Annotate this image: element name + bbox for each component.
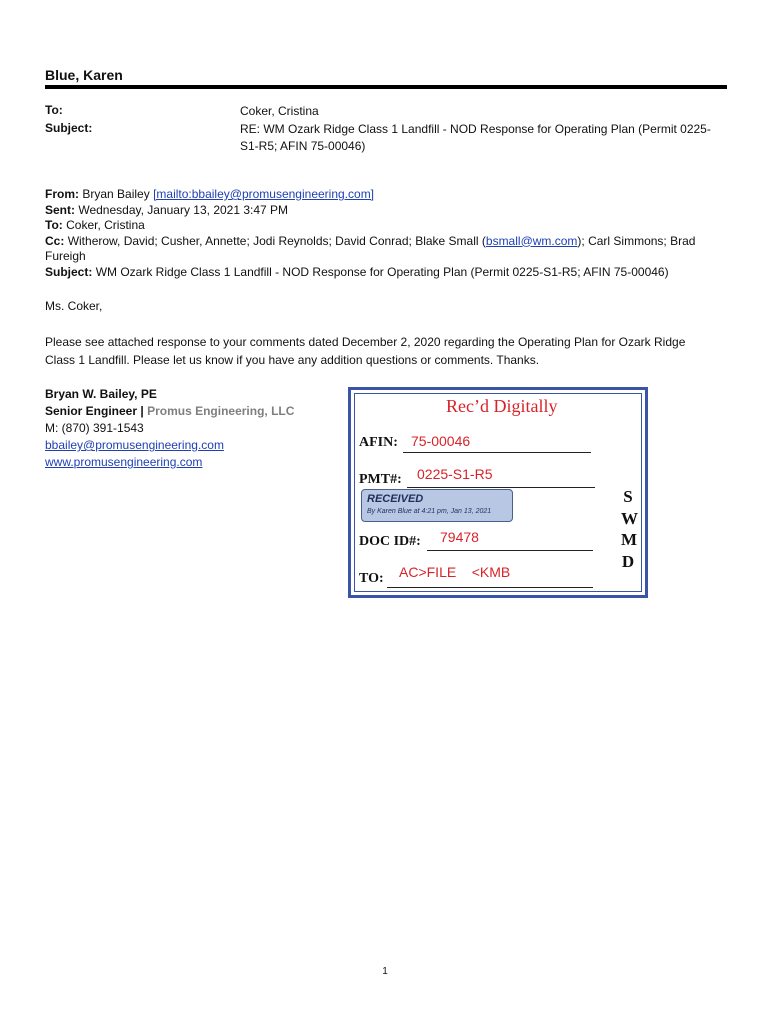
to-label: To: bbox=[45, 103, 63, 117]
stamp-pmt-line bbox=[407, 487, 595, 488]
received-badge-subtitle: By Karen Blue at 4:21 pm, Jan 13, 2021 bbox=[367, 508, 492, 515]
swmd-letter: D bbox=[621, 551, 635, 571]
cc-label: Cc: bbox=[45, 233, 65, 248]
fwd-subject-label: Subject: bbox=[45, 264, 93, 279]
stamp-swmd bbox=[621, 486, 638, 572]
body-paragraph bbox=[45, 333, 730, 369]
swmd-letter: M bbox=[621, 530, 638, 549]
stamp-afin-value: 75-00046 bbox=[411, 433, 471, 449]
cc-value-c: Fureigh bbox=[45, 249, 86, 263]
subject-line-1: RE: WM Ozark Ridge Class 1 Landfill - NOD Response for Operating Plan (Permit 0225- bbox=[240, 122, 711, 136]
fwd-subject-value: WM Ozark Ridge Class 1 Landfill - NOD Response for Operating Plan (Permit 0225-S1-R5; AFIN 75-00046) bbox=[95, 264, 669, 279]
swmd-letter: S bbox=[623, 487, 633, 506]
signature-email-link[interactable]: bbailey@promusengineering.com bbox=[45, 438, 224, 452]
email-signature bbox=[45, 386, 294, 471]
signature-title-line bbox=[45, 403, 294, 420]
stamp-docid-line bbox=[427, 550, 593, 551]
cc-value-b: ); Carl Simmons; Brad bbox=[577, 233, 696, 248]
cc-email-link[interactable]: bsmall@wm.com bbox=[485, 233, 578, 248]
forwarded-to bbox=[45, 218, 730, 234]
signature-name: Bryan W. Bailey, PE bbox=[45, 387, 157, 401]
subject-line-2: S1-R5; AFIN 75-00046) bbox=[240, 139, 366, 153]
header-rule bbox=[45, 85, 727, 89]
stamp-docid-value: 79478 bbox=[440, 529, 479, 545]
subject-value bbox=[240, 121, 730, 155]
signature-website-link[interactable]: www.promusengineering.com bbox=[45, 455, 203, 469]
stamp-to-line bbox=[387, 587, 593, 588]
signature-separator: | bbox=[140, 404, 144, 418]
received-stamp bbox=[348, 387, 648, 598]
page-number: 1 bbox=[382, 966, 388, 977]
sent-value: Wednesday, January 13, 2021 3:47 PM bbox=[78, 202, 289, 217]
from-name: Bryan Bailey bbox=[82, 187, 150, 201]
sent-label: Sent: bbox=[45, 202, 75, 217]
stamp-pmt-value: 0225-S1-R5 bbox=[417, 466, 493, 482]
forwarded-from bbox=[45, 187, 730, 203]
signature-title: Senior Engineer bbox=[45, 404, 138, 418]
fwd-to-label: To: bbox=[45, 218, 63, 232]
stamp-afin-label: AFIN: bbox=[359, 435, 398, 450]
from-mailto-link[interactable]: [mailto:bbailey@promusengineering.com] bbox=[153, 187, 375, 201]
received-badge bbox=[361, 489, 513, 522]
body-line-2: Class 1 Landfill. Please let us know if you have any addition questions or comments. Thanks. bbox=[45, 353, 540, 367]
stamp-afin-line bbox=[403, 452, 591, 453]
swmd-letter: W bbox=[621, 508, 638, 528]
sender-name: Blue, Karen bbox=[45, 67, 123, 83]
stamp-to-label: TO: bbox=[359, 571, 384, 586]
stamp-title: Rec’d Digitally bbox=[446, 396, 558, 416]
stamp-pmt-label: PMT#: bbox=[359, 472, 402, 487]
signature-phone: M: (870) 391-1543 bbox=[45, 421, 144, 435]
subject-label: Subject: bbox=[45, 121, 93, 135]
greeting: Ms. Coker, bbox=[45, 299, 103, 313]
forwarded-cc bbox=[45, 234, 730, 265]
received-badge-title: RECEIVED bbox=[367, 493, 424, 505]
fwd-to-value: Coker, Cristina bbox=[66, 218, 145, 232]
forwarded-sent bbox=[45, 203, 730, 219]
forwarded-header bbox=[45, 187, 730, 280]
cc-value-a: Witherow, David; Cusher, Annette; Jodi Reynolds; David Conrad; Blake Small ( bbox=[67, 233, 486, 248]
signature-company: Promus Engineering, LLC bbox=[147, 404, 295, 418]
stamp-to-value: AC>FILE <KMB bbox=[399, 564, 511, 580]
stamp-docid-label: DOC ID#: bbox=[359, 534, 421, 549]
to-value: Coker, Cristina bbox=[240, 104, 319, 118]
from-label: From: bbox=[45, 187, 79, 201]
forwarded-subject bbox=[45, 265, 730, 281]
body-line-1: Please see attached response to your comments dated December 2, 2020 regarding the Operating Plan for Ozark Ridge bbox=[45, 335, 686, 349]
